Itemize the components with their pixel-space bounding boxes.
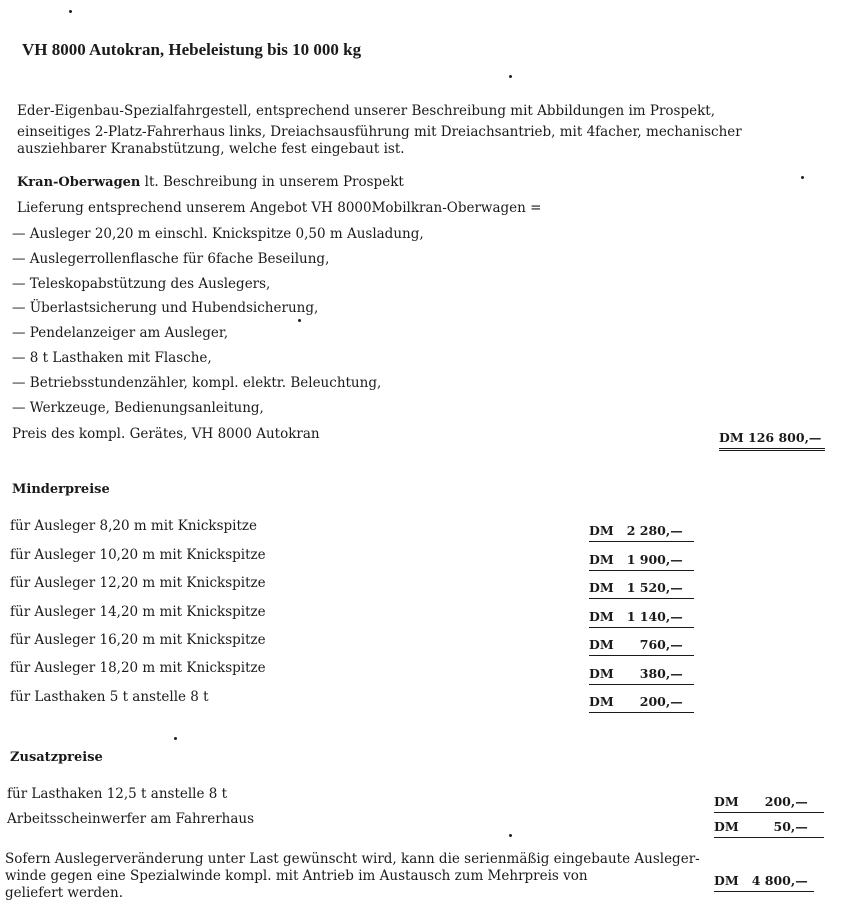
- oberwagen-item: — 8 t Lasthaken mit Flasche,: [12, 350, 212, 366]
- oberwagen-heading: Kran-Oberwagen: [17, 175, 141, 190]
- page-title: VH 8000 Autokran, Hebeleistung bis 10 000 kg: [22, 40, 362, 59]
- minderpreise-heading: Minderpreise: [12, 482, 110, 497]
- zusatzpreise-heading: Zusatzpreise: [10, 750, 103, 765]
- zusatzpreis-note-line: winde gegen eine Spezialwinde kompl. mit Antrieb im Austausch zum Mehrpreis von: [5, 868, 588, 884]
- minderpreis-price: DM 1 140,—: [589, 609, 694, 628]
- intro-line: einseitiges 2-Platz-Fahrerhaus links, Dreiachsausführung mit Dreiachsantrieb, mit 4facher, mechanischer: [17, 124, 742, 140]
- minderpreis-label: für Ausleger 18,20 m mit Knickspitze: [10, 660, 266, 676]
- minderpreis-price: DM 2 280,—: [589, 523, 694, 542]
- oberwagen-heading-line: [17, 174, 404, 191]
- oberwagen-item: — Überlastsicherung und Hubendsicherung,: [12, 300, 319, 316]
- intro-line: ausziehbarer Kranabstützung, welche fest eingebaut ist.: [17, 141, 405, 157]
- oberwagen-item: — Werkzeuge, Bedienungsanleitung,: [12, 400, 264, 416]
- minderpreis-price: DM 1 520,—: [589, 580, 694, 599]
- oberwagen-item: — Pendelanzeiger am Ausleger,: [12, 325, 229, 341]
- intro-line: Eder-Eigenbau-Spezialfahrgestell, entsprechend unserer Beschreibung mit Abbildungen im Prospekt,: [17, 103, 715, 119]
- zusatzpreis-label: für Lasthaken 12,5 t anstelle 8 t: [7, 786, 228, 802]
- minderpreis-price: DM 200,—: [589, 694, 694, 713]
- minderpreis-label: für Ausleger 12,20 m mit Knickspitze: [10, 575, 266, 591]
- minderpreis-label: für Ausleger 16,20 m mit Knickspitze: [10, 632, 266, 648]
- total-price: DM 126 800,—: [719, 430, 825, 451]
- oberwagen-item: — Teleskopabstützung des Auslegers,: [12, 276, 271, 292]
- scan-speck: [298, 319, 301, 322]
- minderpreis-price: DM 1 900,—: [589, 552, 694, 571]
- zusatzpreis-price: DM 200,—: [714, 794, 824, 813]
- oberwagen-delivery: Lieferung entsprechend unserem Angebot VH 8000Mobilkran-Oberwagen =: [17, 200, 542, 216]
- minderpreis-label: für Ausleger 14,20 m mit Knickspitze: [10, 604, 266, 620]
- zusatzpreis-note-line: Sofern Auslegerveränderung unter Last gewünscht wird, kann die serienmäßig eingebaute Ausleger-: [5, 851, 700, 867]
- total-label: Preis des kompl. Gerätes, VH 8000 Autokran: [12, 426, 320, 442]
- oberwagen-item: — Auslegerrollenflasche für 6fache Beseilung,: [12, 251, 330, 267]
- zusatzpreis-label: Arbeitsscheinwerfer am Fahrerhaus: [7, 811, 255, 827]
- oberwagen-item: — Betriebsstundenzähler, kompl. elektr. Beleuchtung,: [12, 375, 382, 391]
- oberwagen-item: — Ausleger 20,20 m einschl. Knickspitze 0,50 m Ausladung,: [12, 226, 424, 242]
- minderpreis-label: für Ausleger 10,20 m mit Knickspitze: [10, 547, 266, 563]
- minderpreis-price: DM 380,—: [589, 666, 694, 685]
- scan-speck: [801, 176, 804, 179]
- minderpreis-label: für Ausleger 8,20 m mit Knickspitze: [10, 518, 258, 534]
- zusatzpreis-note-line: geliefert werden.: [5, 885, 124, 901]
- scan-speck: [509, 834, 512, 837]
- zusatzpreis-price: DM 50,—: [714, 819, 824, 838]
- zusatzpreis-note-price: DM 4 800,—: [714, 873, 814, 892]
- scan-speck: [509, 75, 512, 78]
- scan-speck: [69, 10, 72, 13]
- minderpreis-label: für Lasthaken 5 t anstelle 8 t: [10, 689, 209, 705]
- oberwagen-heading-rest: lt. Beschreibung in unserem Prospekt: [140, 174, 404, 190]
- scan-speck: [174, 737, 177, 740]
- minderpreis-price: DM 760,—: [589, 637, 694, 656]
